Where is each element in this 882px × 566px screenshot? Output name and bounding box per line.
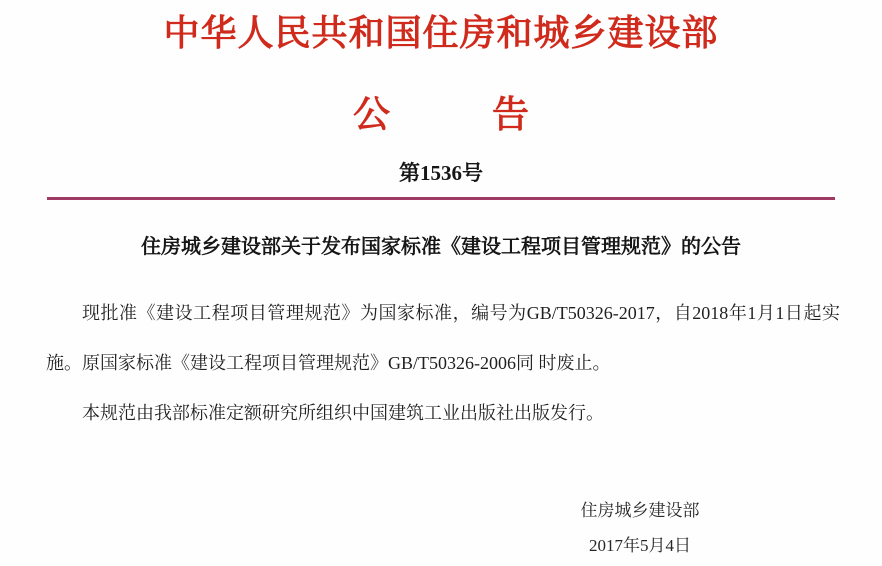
document-body [46, 288, 840, 438]
issue-date: 2017年5月4日 [589, 536, 691, 555]
document-subject-heading: 住房城乡建设部关于发布国家标准《建设工程项目管理规范》的公告 [141, 236, 741, 259]
issuer-signature: 住房城乡建设部 [580, 501, 700, 520]
announcement-number: 第1536号 [399, 161, 483, 186]
body-paragraph: 本规范由我部标准定额研究所组织中国建筑工业出版社出版发行。 [82, 403, 604, 424]
signature-block [540, 499, 740, 558]
announcement-title-char-right: 告 [492, 95, 529, 137]
red-divider-line [47, 197, 835, 200]
body-paragraph: 现批准《建设工程项目管理规范》为国家标准，编号为GB/T50326-2017，自2018年1月1日起实施。原国家标准《建设工程项目管理规范》GB/T50326-2006同 时废止。 [46, 303, 840, 374]
announcement-title [0, 96, 882, 137]
announcement-title-char-left: 公 [353, 95, 390, 137]
ministry-title: 中华人民共和国住房和城乡建设部 [163, 13, 719, 53]
